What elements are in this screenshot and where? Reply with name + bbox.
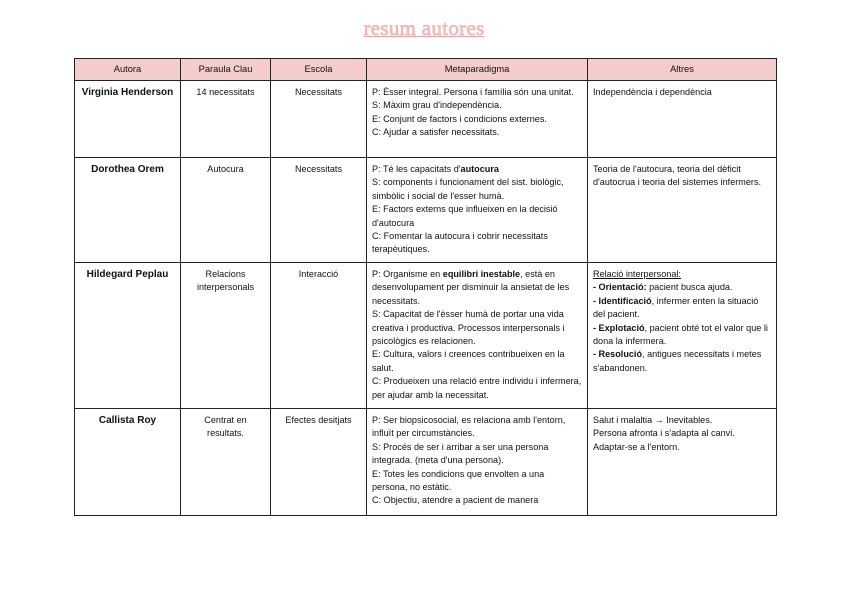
- altres-line: - Orientació: pacient busca ajuda.: [593, 282, 733, 293]
- meta-line: P: Èsser integral. Persona i família són una unitat.: [372, 87, 574, 97]
- altres-cell: [588, 81, 777, 158]
- meta-line: E: Totes les condicions que envolten a una persona, no estàtic.: [372, 468, 545, 493]
- meta-line: S: components i funcionament del sist. biològic, simbòlic i social de l'esser humà.: [372, 177, 564, 201]
- table-row: [75, 81, 777, 158]
- meta-line: P: Organisme en equilibri inestable, està en desenvolupament per disminuir la ansietat de les necessitats.: [372, 269, 570, 306]
- escola-cell: Necessitats: [271, 158, 367, 263]
- autora-cell: Callista Roy: [75, 409, 181, 516]
- altres-line: Independència i dependència: [593, 87, 712, 97]
- altres-cell: [588, 263, 777, 409]
- meta-line: P: Ser biopsicosocial, es relaciona amb l'entorn, influït per circumstàncies.: [372, 415, 566, 439]
- altres-line: Teoria de l'autocura, teoria del dèficit d'autocrua i teoria del sistemes infermers.: [593, 164, 762, 188]
- altres-line: Adaptar-se a l'entorn.: [593, 441, 680, 452]
- header-paraula-clau: Paraula Clau: [181, 59, 271, 81]
- altres-line: Persona afronta i s'adapta al canvi.: [593, 428, 735, 439]
- metaparadigma-cell: [367, 409, 588, 516]
- meta-line: C: Objectiu, atendre a pacient de manera: [372, 495, 539, 506]
- altres-heading: Relació interpersonal:: [593, 269, 681, 279]
- meta-line: P: Té les capacitats d'autocura: [372, 164, 499, 174]
- meta-line: S: Capacitat de l'èsser humà de portar una vida creativa i productiva. Processos interpersonals i psicològics es relacionen.: [372, 309, 565, 347]
- paraula-clau-cell: Relacions interpersonals: [181, 263, 271, 409]
- metaparadigma-cell: [367, 158, 588, 263]
- header-metaparadigma: Metaparadigma: [367, 59, 588, 81]
- altres-line: - Identificació, infermer enten la situació del pacient.: [593, 295, 759, 320]
- autora-cell: Hildegard Peplau: [75, 263, 181, 409]
- paraula-clau-cell: Autocura: [181, 158, 271, 263]
- header-autora: Autora: [75, 59, 181, 81]
- altres-line: - Explotació, pacient obté tot el valor que li dona la infermera.: [593, 322, 768, 347]
- table-header-row: [75, 59, 777, 81]
- escola-cell: Interacció: [271, 263, 367, 409]
- meta-line: C: Fomentar la autocura i cobrir necessitats terapèutiques.: [372, 231, 548, 255]
- summary-table: [74, 58, 777, 516]
- meta-line: E: Cultura, valors i creences contribueixen en la salut.: [372, 349, 565, 373]
- altres-cell: [588, 158, 777, 263]
- autora-cell: Dorothea Orem: [75, 158, 181, 263]
- table-row: [75, 409, 777, 516]
- altres-line: - Resolució, antigues necessitats i metes s'abandonen.: [593, 349, 762, 373]
- header-altres: Altres: [588, 59, 777, 81]
- meta-line: E: Factors externs que influeixen en la decisió d'autocura: [372, 204, 558, 228]
- escola-cell: Necessitats: [271, 81, 367, 158]
- altres-line: Salut i malaltia → Inevitables.: [593, 415, 713, 425]
- meta-line: S: Màxim grau d'independència.: [372, 100, 502, 111]
- altres-cell: [588, 409, 777, 516]
- paraula-clau-cell: 14 necessitats: [181, 81, 271, 158]
- metaparadigma-cell: [367, 263, 588, 409]
- table-row: [75, 158, 777, 263]
- autora-cell: Virginia Henderson: [75, 81, 181, 158]
- meta-line: C: Ajudar a satisfer necessitats.: [372, 127, 500, 138]
- meta-line: E: Conjunt de factors i condicions externes.: [372, 113, 547, 124]
- header-escola: Escola: [271, 59, 367, 81]
- metaparadigma-cell: [367, 81, 588, 158]
- meta-line: S: Procés de ser i arribar a ser una persona integrada. (meta d'una persona).: [372, 441, 549, 466]
- paraula-clau-cell: Centrat en resultats.: [181, 409, 271, 516]
- meta-line: C: Produeixen una relació entre individu i infermera, per ajudar amb la necessitat.: [372, 376, 582, 400]
- escola-cell: Efectes desitjats: [271, 409, 367, 516]
- table-row: [75, 263, 777, 409]
- page-title: resum autores: [363, 16, 485, 40]
